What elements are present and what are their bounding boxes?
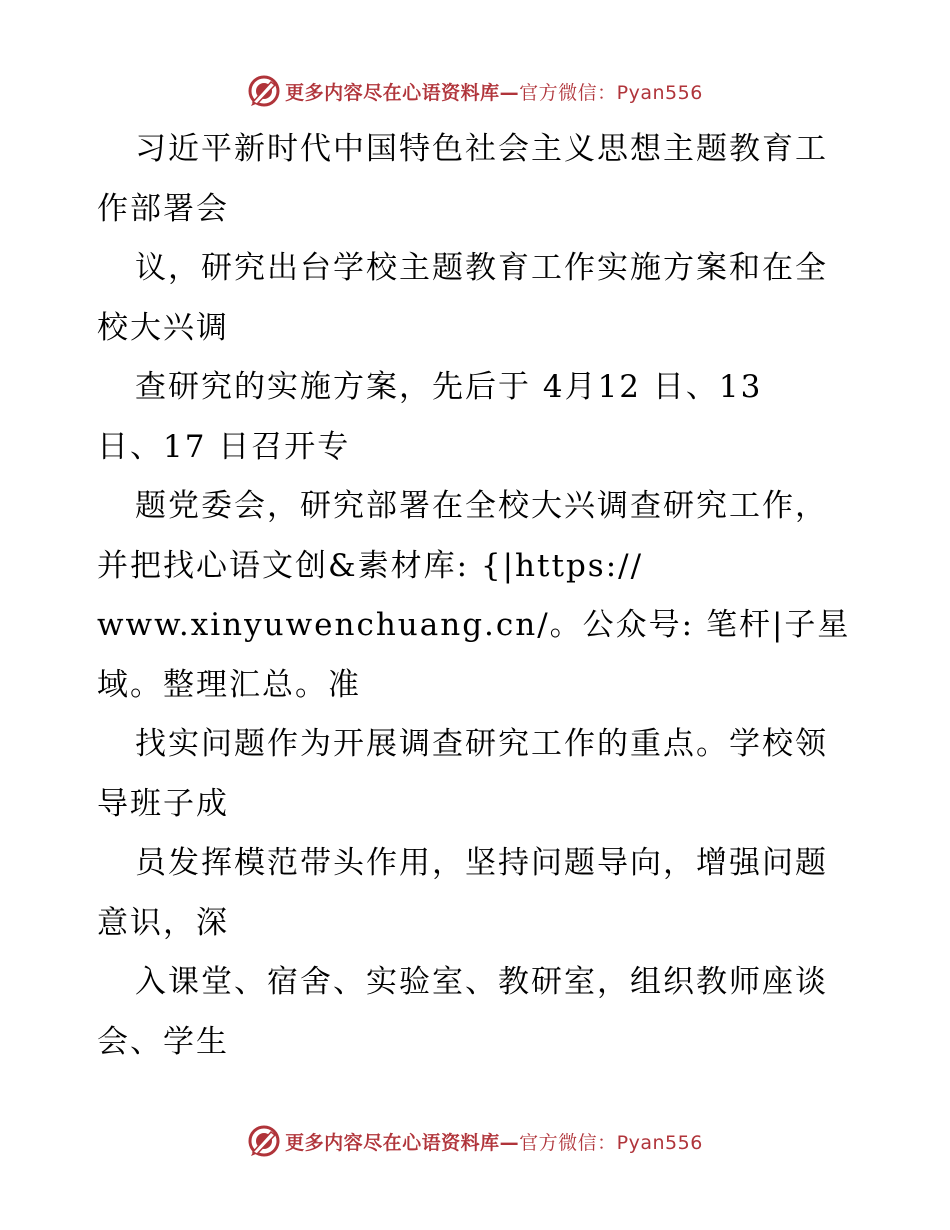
header-banner-wechat: 官方微信：Pyan556 [519, 81, 703, 104]
text-line: 查研究的实施方案，先后于 4月12 日、13 [135, 369, 763, 405]
document-body [97, 120, 857, 1072]
text-line: 作部署会 [97, 190, 229, 227]
text-line: 并把找心语文创&素材库: {|https:// [97, 547, 644, 584]
header-banner [0, 71, 950, 111]
text-line: 意识，深 [97, 904, 229, 941]
text-line: 日、17 日召开专 [97, 428, 351, 465]
footer-banner-main: 更多内容尽在心语资料库— [285, 1131, 520, 1154]
footer-banner [0, 1121, 950, 1161]
text-line: 域。整理汇总。准 [97, 666, 361, 703]
text-line: www.xinyuwenchuang.cn/。公众号: 笔杆|子星 [97, 607, 851, 643]
text-line: 校大兴调 [97, 309, 229, 346]
header-banner-main: 更多内容尽在心语资料库— [285, 81, 520, 104]
text-line: 议，研究出台学校主题教育工作实施方案和在全 [135, 250, 828, 286]
text-line: 导班子成 [97, 785, 229, 822]
footer-banner-text [285, 1128, 703, 1155]
pen-logo-icon [247, 1124, 281, 1158]
header-banner-text [285, 78, 703, 105]
text-line: 找实问题作为开展调查研究工作的重点。学校领 [135, 726, 828, 762]
text-line: 员发挥模范带头作用，坚持问题导向，增强问题 [135, 845, 828, 881]
pen-logo-icon [247, 74, 281, 108]
text-line: 入课堂、宿舍、实验室、教研室，组织教师座谈 [135, 964, 828, 1000]
text-line: 题党委会，研究部署在全校大兴调查研究工作， [135, 488, 828, 524]
text-line: 会、学生 [97, 1023, 229, 1060]
footer-banner-wechat: 官方微信：Pyan556 [519, 1131, 703, 1154]
text-line: 习近平新时代中国特色社会主义思想主题教育工 [135, 131, 828, 167]
